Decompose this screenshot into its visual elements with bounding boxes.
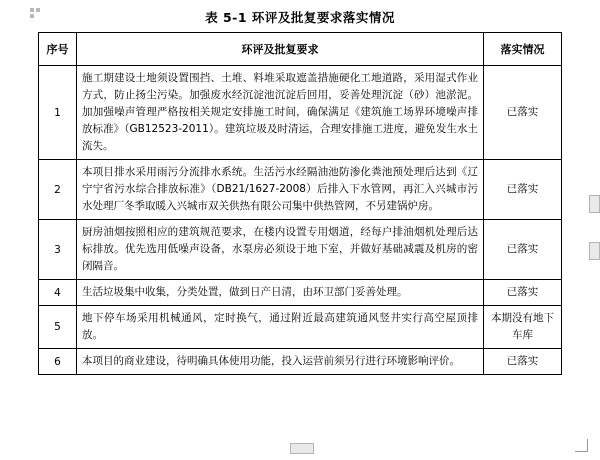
table-row (39, 66, 562, 160)
column-header-no: 序号 (39, 33, 77, 66)
row-status: 本期没有地下车库 (484, 306, 562, 349)
edge-tab-right-lower[interactable] (589, 242, 600, 260)
row-number: 2 (39, 160, 77, 220)
page-title: 表 5-1 环评及批复要求落实情况 (205, 10, 395, 25)
table-row (39, 160, 562, 220)
row-number: 3 (39, 220, 77, 280)
row-status: 已落实 (484, 349, 562, 375)
column-header-status: 落实情况 (484, 33, 562, 66)
row-requirement: 本项目排水采用雨污分流排水系统。生活污水经隔油池防渗化粪池预处理后达到《辽宁宁省污水综合排放标准》（DB21/1627-2008）后排入下水管网，再汇入兴城市污水处理厂冬季取暖入兴城市双关供热有限公司集中供热管网，不另建锅炉房。 (77, 160, 484, 220)
table-row (39, 280, 562, 306)
table-header-row (39, 33, 562, 66)
row-requirement: 地下停车场采用机械通风，定时换气，通过附近最高建筑通风竖井实行高空屋顶排放。 (77, 306, 484, 349)
row-status: 已落实 (484, 160, 562, 220)
row-requirement: 生活垃圾集中收集，分类处置，做到日产日清，由环卫部门妥善处理。 (77, 280, 484, 306)
requirements-table (38, 32, 562, 375)
row-requirement: 厨房油烟按照相应的建筑规范要求，在楼内设置专用烟道，经每户排油烟机处理后达标排放。优先选用低噪声设备，水泵房必须设于地下室，并做好基础减震及机房的密闭隔音。 (77, 220, 484, 280)
table-row (39, 349, 562, 375)
row-status: 已落实 (484, 280, 562, 306)
corner-bracket-decoration (575, 439, 588, 452)
row-requirement: 本项目的商业建设，待明确具体使用功能，投入运营前须另行进行环境影响评价。 (77, 349, 484, 375)
table-row (39, 220, 562, 280)
row-number: 6 (39, 349, 77, 375)
edge-tab-bottom[interactable] (290, 443, 314, 454)
row-number: 4 (39, 280, 77, 306)
row-number: 1 (39, 66, 77, 160)
edge-tab-right-upper[interactable] (589, 195, 600, 213)
column-header-requirement: 环评及批复要求 (77, 33, 484, 66)
row-status: 已落实 (484, 220, 562, 280)
row-number: 5 (39, 306, 77, 349)
row-requirement: 施工期建设土地须设置围挡、土堆、料堆采取遮盖措施硬化工地道路，采用湿式作业方式，防止扬尘污染。加强废水经沉淀池沉淀后回用，妥善处理沉淀（砂）池淤泥。加加强噪声管理严格按相关规定安排施工时间，确保满足《建筑施工场界环境噪声排放标准》（GB12523-2011）。建筑垃圾及时清运，合理安排施工进度，避免发生水土流失。 (77, 66, 484, 160)
table-row (39, 306, 562, 349)
row-status: 已落实 (484, 66, 562, 160)
